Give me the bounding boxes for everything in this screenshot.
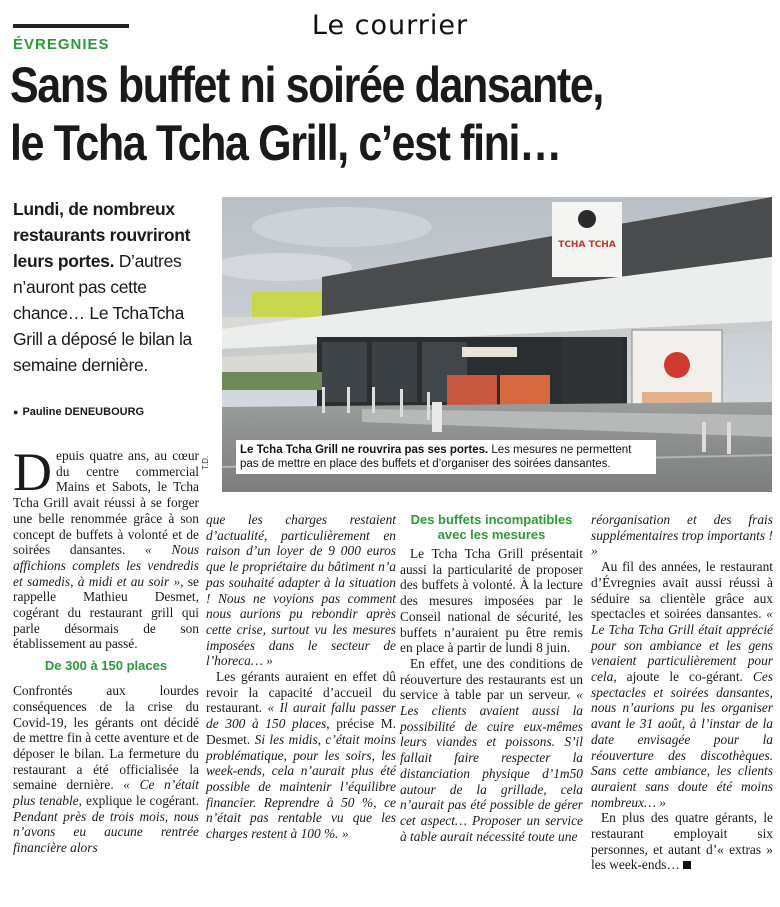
text-span: , précise M. Desmet. bbox=[206, 716, 397, 747]
lead-rest: D’autres n’auront pas cette chance… Le TchaTcha Grill a déposé le bilan la semaine dernière. bbox=[13, 251, 192, 375]
paragraph bbox=[13, 442, 199, 652]
quote: que les charges restaient d’actualité, particulièrement en raison d’un loyer de 9 000 euros que le propriétaire du bâtiment n’a pas souhaité adapter à la situation ! Nous ne voyions pas comment nous aurions pu rebondir après cette crise, surtout vu les mesures imposées dans le secteur de l’horeca… » bbox=[206, 512, 396, 669]
paragraph bbox=[591, 810, 773, 873]
headline-line-1: Sans buffet ni soirée dansante, bbox=[10, 57, 603, 113]
quote: « Les clients avaient aussi la possibilité de cuire eux-mêmes leurs viandes et poissons. S’il fallait faire respecter la distanciation physique d’1m50 autour de la grillade, cela n’aurait pas été possible de gérer cet aspect… Proposer un service à table aurait nécessité toute une bbox=[400, 687, 583, 844]
text-span: epuis quatre ans, au cœur du centre commercial Mains et Sabots, le Tcha Tcha Grill avait réussi à se forger une belle renommée grâce à son concept de buffets à volonté et de soirées dansantes. bbox=[13, 448, 199, 558]
article-column-3 bbox=[400, 512, 583, 844]
quote: réorganisation et des frais supplémentaires trop importants ! » bbox=[591, 512, 773, 559]
author-name: Pauline DENEUBOURG bbox=[22, 406, 145, 418]
quote: Pendant près de trois mois, nous n’avons eu aucune rentrée financière alors bbox=[13, 808, 199, 856]
text-span: En effet, une des conditions de réouverture des restaurants est un service à table par un serveur. bbox=[400, 655, 583, 703]
paragraph bbox=[400, 546, 583, 656]
paragraph bbox=[13, 683, 199, 856]
article-column-4 bbox=[591, 512, 773, 873]
caption-rest: Les mesures ne permettent pas de mettre en place des buffets et d’organiser des soirées dansantes. bbox=[240, 444, 632, 470]
paragraph bbox=[591, 559, 773, 810]
text-span: Au fil des années, le restaurant d’Évregnies avait aussi réussi à séduire sa clientèle grâce aux spectacles et soirées dansantes. bbox=[591, 559, 773, 622]
text-span: , se rappelle Mathieu Desmet, cogérant du restaurant grill qui parle désormais de son établissement au passé. bbox=[13, 573, 199, 652]
drop-cap: D bbox=[13, 442, 52, 502]
lead-paragraph bbox=[13, 196, 209, 378]
byline bbox=[13, 406, 144, 418]
quote: Si les midis, c’était moins problématique, pour les soirs, les week-ends, cela n’aurait plus été possible de maintenir l’équilibre financier. Reprendre à 50 %, ce n’était pas rentable vu que les charges restent à 100 %. » bbox=[206, 731, 396, 842]
rubric-rule bbox=[13, 24, 129, 28]
photo-credit: T.D. bbox=[201, 455, 210, 470]
article-column-2 bbox=[206, 512, 396, 842]
rubric-label: ÉVREGNIES bbox=[13, 36, 110, 53]
masthead: Le courrier bbox=[311, 10, 469, 41]
quote: Ces spectacles et soirées dansantes, nous n’aurions pu les organiser avant le 31 août, à l’instar de la date envisagée pour la réouverture des discothèques. Sans cette ambiance, les clients auraient sans doute été moins nombreux… » bbox=[591, 669, 773, 810]
text-span: Le Tcha Tcha Grill présentait aussi la particularité de proposer des buffets à volonté. À la lecture des mesures imposées par le Conseil national de sécurité, les buffets n’auraient pu être remis en place à partir de lundi 8 juin. bbox=[400, 546, 583, 656]
sign-text: TCHA TCHA bbox=[558, 240, 616, 250]
article-column-1 bbox=[13, 442, 200, 856]
paragraph bbox=[591, 512, 773, 559]
text-span: Confrontés aux lourdes conséquences de la crise du Covid-19, les gérants ont décidé de mettre fin à cette aventure et de déposer le bilan. La fermeture du restaurant a été officialisée la semaine dernière. bbox=[13, 683, 199, 793]
lead-bold: Lundi, de nombreux restaurants rouvriront leurs portes. bbox=[13, 199, 191, 271]
end-mark-icon bbox=[683, 861, 691, 869]
quote: « Nous affichions complets les vendredis et samedis, à midi et au soir » bbox=[13, 542, 199, 589]
paragraph bbox=[206, 669, 396, 842]
quote: « Le Tcha Tcha Grill était apprécié pour son ambiance et les gens venaient particulièrement pour cela bbox=[591, 606, 773, 685]
subheading: De 300 à 150 places bbox=[44, 658, 168, 674]
text-span: En plus des quatre gérants, le restaurant employait six personnes, et autant d’« extras » les week-ends… bbox=[591, 810, 773, 873]
paragraph bbox=[206, 512, 396, 669]
bullet-icon: ● bbox=[13, 407, 19, 417]
photo-caption bbox=[236, 440, 656, 474]
caption-bold: Le Tcha Tcha Grill ne rouvrira pas ses portes. bbox=[240, 444, 489, 456]
quote: « Ce n’était plus tenable bbox=[13, 777, 199, 809]
text-span: , explique le cogérant. bbox=[78, 793, 200, 809]
headline-line-2: le Tcha Tcha Grill, c’est fini… bbox=[10, 115, 561, 171]
headline bbox=[10, 56, 668, 172]
quote: « Il aurait fallu passer de 300 à 150 places bbox=[206, 700, 396, 732]
subheading: Des buffets incompatibles avec les mesures bbox=[410, 512, 573, 542]
text-span: , ajoute le co-gérant. bbox=[613, 669, 753, 685]
text-span: Les gérants auraient en effet dû revoir la capacité d’accueil du restaurant. bbox=[206, 669, 396, 716]
paragraph bbox=[400, 656, 583, 844]
